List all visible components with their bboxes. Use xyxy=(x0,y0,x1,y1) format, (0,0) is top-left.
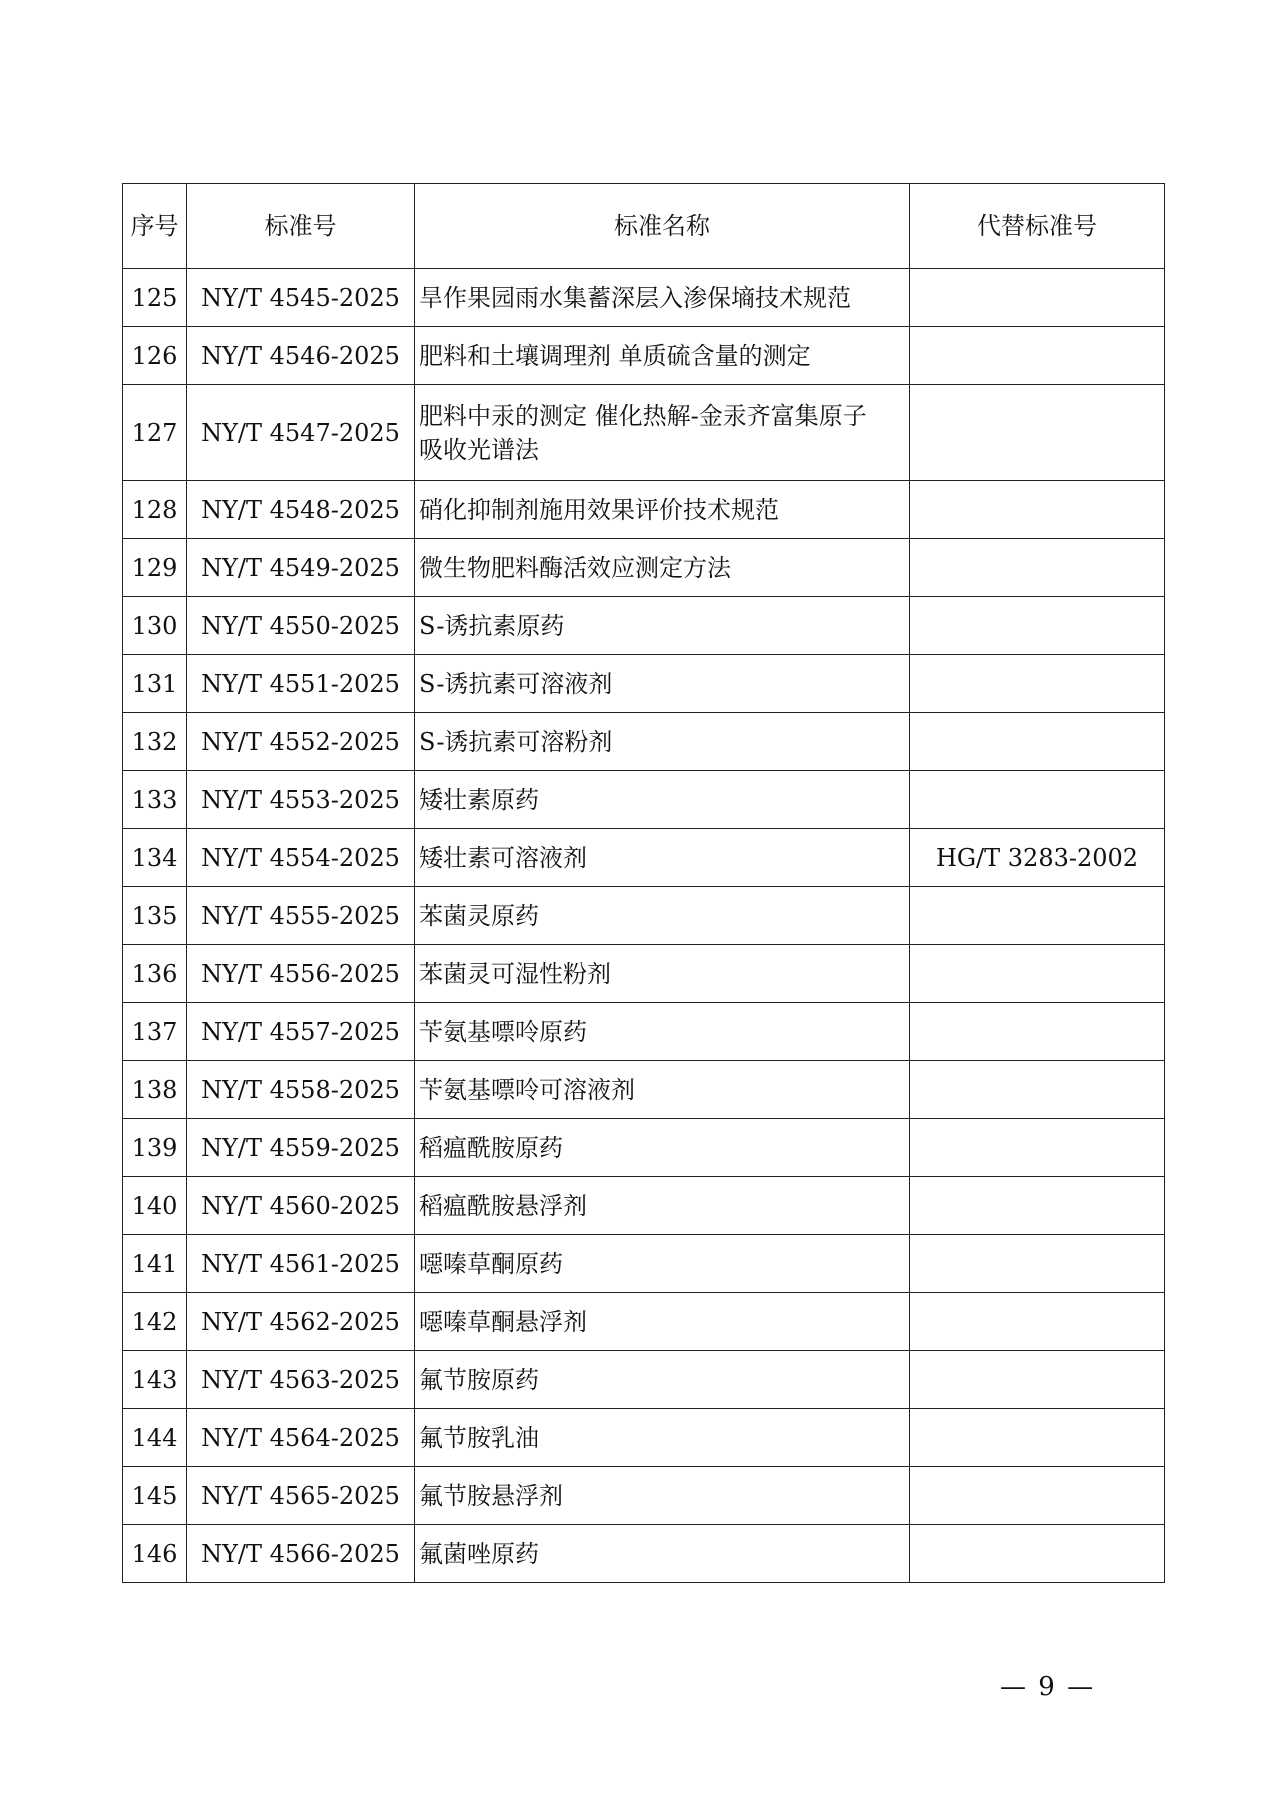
cell-serial-number: 138 xyxy=(123,1061,187,1119)
cell-serial-number: 140 xyxy=(123,1177,187,1235)
table-row xyxy=(123,1351,1165,1409)
cell-standard-name xyxy=(415,385,910,481)
cell-replaced-standard xyxy=(910,327,1165,385)
table-row xyxy=(123,597,1165,655)
table-body xyxy=(123,269,1165,1583)
standard-name-line: 噁嗪草酮悬浮剂 xyxy=(419,1307,587,1336)
table-row xyxy=(123,481,1165,539)
cell-standard-code: NY/T 4553-2025 xyxy=(187,771,415,829)
table-row xyxy=(123,829,1165,887)
table-row xyxy=(123,655,1165,713)
cell-replaced-standard xyxy=(910,887,1165,945)
header-standard-code: 标准号 xyxy=(187,184,415,269)
header-replaced-standard: 代替标准号 xyxy=(910,184,1165,269)
cell-standard-name xyxy=(415,1003,910,1061)
cell-standard-name xyxy=(415,269,910,327)
standard-name-line: 氟节胺悬浮剂 xyxy=(419,1481,563,1510)
cell-standard-name xyxy=(415,945,910,1003)
cell-serial-number: 132 xyxy=(123,713,187,771)
page-number: — 9 — xyxy=(1000,1672,1096,1702)
table-row xyxy=(123,771,1165,829)
cell-replaced-standard xyxy=(910,945,1165,1003)
standard-name-line: S-诱抗素可溶液剂 xyxy=(419,669,613,698)
cell-serial-number: 142 xyxy=(123,1293,187,1351)
cell-standard-code: NY/T 4561-2025 xyxy=(187,1235,415,1293)
cell-standard-name xyxy=(415,887,910,945)
cell-standard-code: NY/T 4556-2025 xyxy=(187,945,415,1003)
cell-standard-code: NY/T 4548-2025 xyxy=(187,481,415,539)
standard-name-line: 氟菌唑原药 xyxy=(419,1539,539,1568)
standard-name-line: 氟节胺乳油 xyxy=(419,1423,539,1452)
cell-standard-name xyxy=(415,1177,910,1235)
cell-serial-number: 133 xyxy=(123,771,187,829)
cell-serial-number: 146 xyxy=(123,1525,187,1583)
cell-standard-name xyxy=(415,1061,910,1119)
standard-name-line: 稻瘟酰胺原药 xyxy=(419,1133,563,1162)
cell-replaced-standard xyxy=(910,539,1165,597)
cell-standard-code: NY/T 4563-2025 xyxy=(187,1351,415,1409)
cell-standard-name xyxy=(415,539,910,597)
cell-serial-number: 130 xyxy=(123,597,187,655)
table-row xyxy=(123,269,1165,327)
cell-standard-name xyxy=(415,1119,910,1177)
standard-name-line: 矮壮素原药 xyxy=(419,785,539,814)
cell-standard-name xyxy=(415,597,910,655)
cell-standard-code: NY/T 4552-2025 xyxy=(187,713,415,771)
cell-replaced-standard xyxy=(910,1525,1165,1583)
table-row xyxy=(123,945,1165,1003)
standard-name-line: 硝化抑制剂施用效果评价技术规范 xyxy=(419,495,779,524)
cell-standard-code: NY/T 4557-2025 xyxy=(187,1003,415,1061)
cell-replaced-standard xyxy=(910,1119,1165,1177)
cell-serial-number: 131 xyxy=(123,655,187,713)
cell-standard-code: NY/T 4551-2025 xyxy=(187,655,415,713)
cell-standard-code: NY/T 4566-2025 xyxy=(187,1525,415,1583)
cell-standard-code: NY/T 4545-2025 xyxy=(187,269,415,327)
standard-name-line: 苯菌灵原药 xyxy=(419,901,539,930)
cell-serial-number: 126 xyxy=(123,327,187,385)
table-row xyxy=(123,887,1165,945)
standard-name-line: 稻瘟酰胺悬浮剂 xyxy=(419,1191,587,1220)
table-row xyxy=(123,1061,1165,1119)
cell-replaced-standard xyxy=(910,1235,1165,1293)
cell-replaced-standard xyxy=(910,655,1165,713)
standard-name-line: 微生物肥料酶活效应测定方法 xyxy=(419,553,731,582)
table-row xyxy=(123,1177,1165,1235)
cell-standard-code: NY/T 4559-2025 xyxy=(187,1119,415,1177)
standard-name-line: 噁嗪草酮原药 xyxy=(419,1249,563,1278)
table-header-row xyxy=(123,184,1165,269)
header-standard-name: 标准名称 xyxy=(415,184,910,269)
cell-standard-name xyxy=(415,327,910,385)
cell-standard-name xyxy=(415,1293,910,1351)
table-row xyxy=(123,327,1165,385)
standards-table xyxy=(122,183,1165,1583)
standard-name-line: 旱作果园雨水集蓄深层入渗保墒技术规范 xyxy=(419,283,851,312)
cell-replaced-standard xyxy=(910,1409,1165,1467)
cell-replaced-standard xyxy=(910,1177,1165,1235)
cell-standard-name xyxy=(415,829,910,887)
cell-standard-code: NY/T 4546-2025 xyxy=(187,327,415,385)
cell-serial-number: 143 xyxy=(123,1351,187,1409)
cell-standard-name xyxy=(415,1351,910,1409)
cell-standard-name xyxy=(415,481,910,539)
cell-serial-number: 137 xyxy=(123,1003,187,1061)
table-row xyxy=(123,1409,1165,1467)
standard-name-line: 肥料和土壤调理剂 单质硫含量的测定 xyxy=(419,341,811,370)
standard-name-line: 苄氨基嘌呤原药 xyxy=(419,1017,587,1046)
cell-standard-code: NY/T 4558-2025 xyxy=(187,1061,415,1119)
cell-serial-number: 135 xyxy=(123,887,187,945)
cell-replaced-standard: HG/T 3283-2002 xyxy=(910,829,1165,887)
table-row xyxy=(123,1467,1165,1525)
cell-standard-code: NY/T 4550-2025 xyxy=(187,597,415,655)
cell-replaced-standard xyxy=(910,771,1165,829)
cell-standard-code: NY/T 4562-2025 xyxy=(187,1293,415,1351)
table-row xyxy=(123,385,1165,481)
table-row xyxy=(123,1119,1165,1177)
cell-standard-name xyxy=(415,1409,910,1467)
cell-standard-code: NY/T 4564-2025 xyxy=(187,1409,415,1467)
cell-standard-name xyxy=(415,713,910,771)
cell-replaced-standard xyxy=(910,269,1165,327)
table-row xyxy=(123,1293,1165,1351)
cell-serial-number: 127 xyxy=(123,385,187,481)
table-row xyxy=(123,539,1165,597)
cell-serial-number: 134 xyxy=(123,829,187,887)
cell-serial-number: 136 xyxy=(123,945,187,1003)
cell-serial-number: 145 xyxy=(123,1467,187,1525)
cell-serial-number: 144 xyxy=(123,1409,187,1467)
standard-name-line: 苄氨基嘌呤可溶液剂 xyxy=(419,1075,635,1104)
cell-replaced-standard xyxy=(910,597,1165,655)
standard-name-line: S-诱抗素可溶粉剂 xyxy=(419,727,613,756)
cell-standard-code: NY/T 4565-2025 xyxy=(187,1467,415,1525)
cell-standard-code: NY/T 4554-2025 xyxy=(187,829,415,887)
table-row xyxy=(123,1525,1165,1583)
table-row xyxy=(123,713,1165,771)
cell-replaced-standard xyxy=(910,1351,1165,1409)
cell-replaced-standard xyxy=(910,385,1165,481)
cell-standard-code: NY/T 4560-2025 xyxy=(187,1177,415,1235)
cell-standard-code: NY/T 4549-2025 xyxy=(187,539,415,597)
cell-standard-name xyxy=(415,655,910,713)
header-serial-number: 序号 xyxy=(123,184,187,269)
cell-standard-name xyxy=(415,771,910,829)
cell-serial-number: 125 xyxy=(123,269,187,327)
cell-serial-number: 139 xyxy=(123,1119,187,1177)
cell-replaced-standard xyxy=(910,1293,1165,1351)
standard-name-line: 苯菌灵可湿性粉剂 xyxy=(419,959,611,988)
cell-standard-name xyxy=(415,1525,910,1583)
cell-serial-number: 129 xyxy=(123,539,187,597)
cell-replaced-standard xyxy=(910,481,1165,539)
cell-standard-code: NY/T 4547-2025 xyxy=(187,385,415,481)
standard-name-line: 矮壮素可溶液剂 xyxy=(419,843,587,872)
standard-name-line: 肥料中汞的测定 催化热解-金汞齐富集原子 xyxy=(419,401,867,430)
cell-replaced-standard xyxy=(910,1003,1165,1061)
table-row xyxy=(123,1235,1165,1293)
cell-standard-name xyxy=(415,1235,910,1293)
cell-standard-code: NY/T 4555-2025 xyxy=(187,887,415,945)
cell-serial-number: 128 xyxy=(123,481,187,539)
cell-replaced-standard xyxy=(910,713,1165,771)
standard-name-line: S-诱抗素原药 xyxy=(419,611,565,640)
standard-name-line: 氟节胺原药 xyxy=(419,1365,539,1394)
cell-standard-name xyxy=(415,1467,910,1525)
standard-name-line: 吸收光谱法 xyxy=(419,435,539,464)
cell-replaced-standard xyxy=(910,1061,1165,1119)
cell-replaced-standard xyxy=(910,1467,1165,1525)
table-row xyxy=(123,1003,1165,1061)
cell-serial-number: 141 xyxy=(123,1235,187,1293)
